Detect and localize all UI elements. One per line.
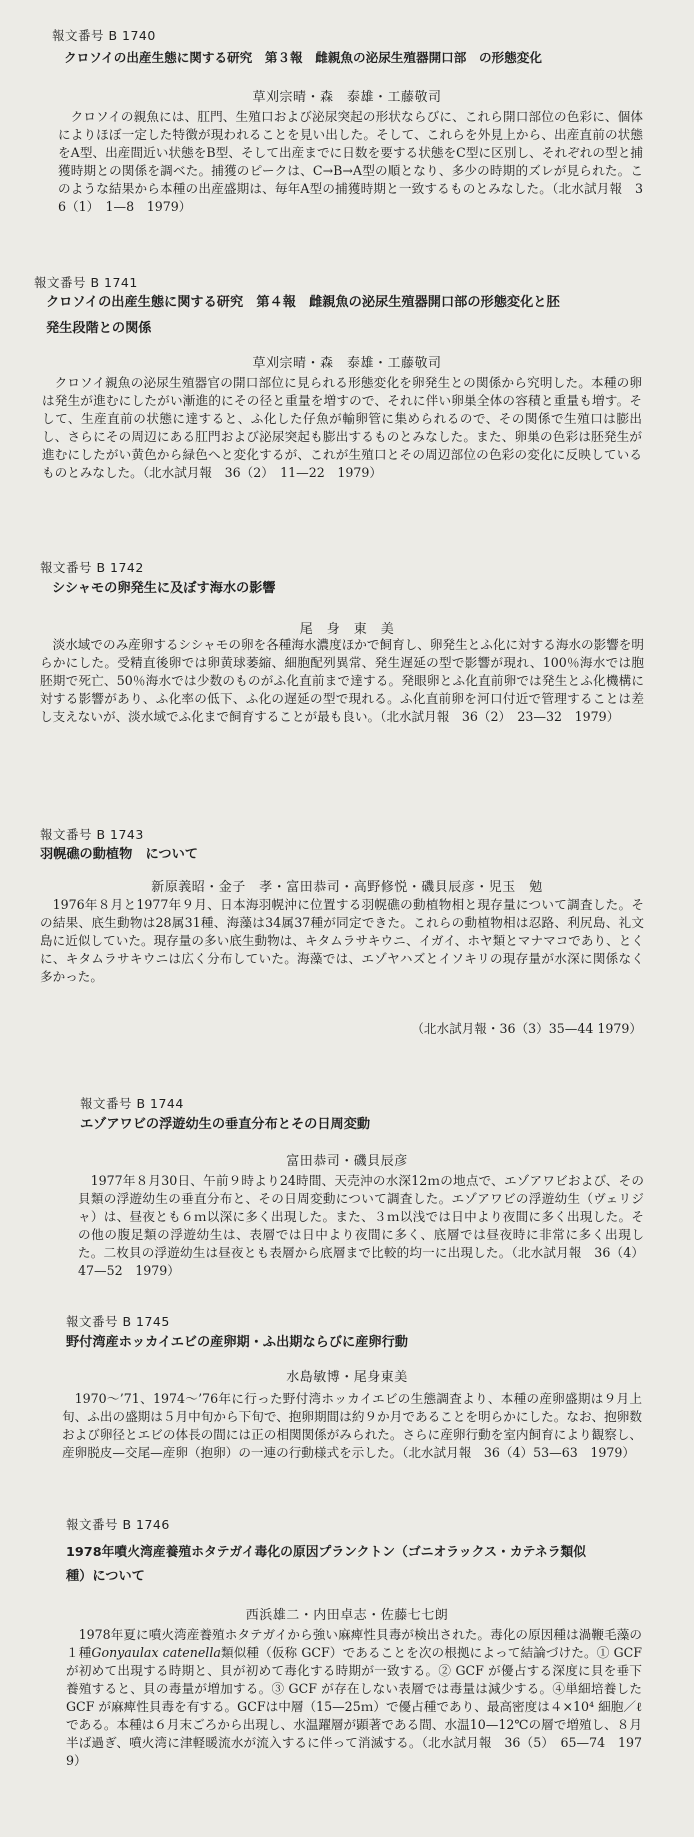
report-authors: 富田恭司・磯貝辰彦 xyxy=(286,1154,408,1169)
report-title-line2: 発生段階との関係 xyxy=(46,321,152,336)
report-reference: （北水試月報・36（3）35—44 1979） xyxy=(411,1021,642,1036)
report-title-line2: 種）について xyxy=(66,1569,145,1584)
report-authors: 新原義昭・金子 孝・富田恭司・高野修悦・磯貝辰彦・児玉 勉 xyxy=(151,880,543,895)
scientific-name: Gonyaulax catenella xyxy=(91,1645,221,1660)
report-abstract: クロソイの親魚には、肛門、生殖口および泌尿突起の形状ならびに、これら開口部位の色彩に、個体によりほぼ一定した特徴が現われることを見い出した。そして、これらを外見上から、出産直前の状態をA型、出産間近い状態をB型、そして出産までに日数を要する状態をC型に区別し、それぞれの型と捕獲時期との関係を調べた。捕獲のピークは、C→B→A型の順となり、多少の時期的ズレが見られた。このような結果から本種の出産盛期は、毎年A型の捕獲時期と一致するものとみなした。（北水試月報 36（1） 1—8 1979） xyxy=(58,109,643,214)
report-authors: 草刈宗晴・森 泰雄・工藤敬司 xyxy=(252,356,442,371)
report-title: クロソイの出産生態に関する研究 第３報 雌親魚の泌尿生殖器開口部 の形態変化 xyxy=(64,50,542,65)
report-authors: 西浜雄二・内田卓志・佐藤七七朗 xyxy=(245,1608,449,1623)
report-abstract xyxy=(66,1626,642,1770)
report-title: 羽幌礁の動植物 について xyxy=(40,847,198,862)
report-abstract: 1970〜’71、1974〜’76年に行った野付湾ホッカイエビの生態調査より、本種の産卵盛期は９月上旬、ふ出の盛期は５月中旬から下旬で、抱卵期間は約９か月であることを明らかにした。なお、抱卵数および卵径とエビの体長の間には正の相関関係がみられた。さらに産卵行動を室内飼育により観察し、産卵脱皮—交尾—産卵（抱卵）の一連の行動様式を示した。（北水試月報 36（4）53—63 1979） xyxy=(62,1391,642,1460)
report-number: 報文番号 B 1745 xyxy=(66,1314,170,1329)
report-authors: 尾 身 東 美 xyxy=(299,622,395,637)
abstract-text-pre: 1978年夏に噴火湾産養殖ホタテガイから強い麻痺性貝毒が検出された。毒化の原因種は渦鞭毛藻の１種 xyxy=(66,1627,642,1660)
report-authors: 草刈宗晴・森 泰雄・工藤敬司 xyxy=(252,90,442,105)
report-number: 報文番号 B 1746 xyxy=(66,1517,170,1532)
report-title-line1: クロソイの出産生態に関する研究 第４報 雌親魚の泌尿生殖器開口部の形態変化と胚 xyxy=(46,295,560,310)
abstract-text-post: 類似種（仮称 GCF）であることを次の根拠によって結論づけた。① GCF が初めて出現する時期と、貝が初めて毒化する時期が一致する。② GCF が優占する深度に貝を垂下養殖すると、貝の毒量が増加する。③ GCF が存在しない表層では毒量は減少する。④単細培養した GCF が麻痺性貝毒を有する。GCFは中層（15—25ｍ）で優占種であり、最高密度は４×10⁴ 細胞／ℓ である。本種は６月末ごろから出現し、水温躍層が顕著である間、水温10—12℃の層で増殖し、８月半ば過ぎ、噴火湾に津軽暖流水が流入するに伴って消滅する。（北水試月報 36（5） 65—74 1979） xyxy=(66,1645,643,1768)
report-title: エゾアワビの浮遊幼生の垂直分布とその日周変動 xyxy=(80,1117,371,1132)
report-number: 報文番号 B 1744 xyxy=(80,1096,184,1111)
report-title: 野付湾産ホッカイエビの産卵期・ふ出期ならびに産卵行動 xyxy=(66,1335,408,1350)
report-title: シシャモの卵発生に及ぼす海水の影響 xyxy=(52,581,276,596)
report-title-line1: 1978年噴火湾産養殖ホタテガイ毒化の原因プランクトン（ゴニオラックス・カテネラ類似 xyxy=(66,1545,587,1560)
report-abstract: クロソイ親魚の泌尿生殖器官の開口部位に見られる形態変化を卵発生との関係から究明した。本種の卵は発生が進むにしたがい漸進的にその径と重量を増すので、それに伴い卵巣全体の容積と重量も増す。そして、生産直前の状態に達すると、ふ化した仔魚が輸卵管に集められるので、その関係で生殖口は膨出し、さらにその周辺にある肛門および泌尿突起も膨出するものとみなした。また、卵巣の色彩は胚発生が進むにしたがい黄色から緑色へと変化するが、これが生殖口とその周辺部位の色彩の変化に反映しているものとみなした。（北水試月報 36（2） 11—22 1979） xyxy=(42,375,643,480)
report-number: 報文番号 B 1740 xyxy=(52,28,156,43)
report-number: 報文番号 B 1743 xyxy=(40,827,144,842)
report-authors: 水島敏博・尾身東美 xyxy=(286,1370,408,1385)
report-number: 報文番号 B 1741 xyxy=(34,275,138,290)
report-abstract: 1977年８月30日、午前９時より24時間、天売沖の水深12ｍの地点で、エゾアワビおよび、その貝類の浮遊幼生の垂直分布と、その日周変動について調査した。エゾアワビの浮遊幼生（ヴェリジャ）は、昼夜とも６ｍ以深に多く出現した。また、３ｍ以浅では日中より夜間に多く出現した。その他の腹足類の浮遊幼生は、表層では日中より夜間に多く、底層では昼夜時に非常に多く出現した。二枚貝の浮遊幼生は昼夜とも表層から底層まで比較的均一に出現した。（北水試月報 36（4）47—52 1979） xyxy=(78,1173,644,1278)
report-abstract: 1976年８月と1977年９月、日本海羽幌沖に位置する羽幌礁の動植物相と現存量について調査した。その結果、底生動物は28属31種、海藻は34属37種が同定できた。これらの動植物相は忍路、利尻島、礼文島に近似していた。現存量の多い底生動物は、キタムラサキウニ、イガイ、ホヤ類とマナマコであり、とくに、キタムラサキウニは広く分布していた。海藻では、エゾヤハズとイソキリの現存量が水深に関係なく多かった。 xyxy=(40,897,644,984)
report-abstract: 淡水域でのみ産卵するシシャモの卵を各種海水濃度ほかで飼育し、卵発生とふ化に対する海水の影響を明らかにした。受精直後卵では卵黄球萎縮、細胞配列異常、発生遅延の型で影響が現れ、100％海水では胞胚期で死亡、50％海水では少数のものがふ化直前まで達する。発眼卵とふ化直前卵では発生とふ化機構に対する影響があり、ふ化率の低下、ふ化の遅延の型で現れる。ふ化直前卵を河口付近で管理することは差し支えないが、淡水域でふ化まで飼育することが最も良い。（北水試月報 36（2） 23—32 1979） xyxy=(40,637,644,724)
report-number: 報文番号 B 1742 xyxy=(40,560,144,575)
